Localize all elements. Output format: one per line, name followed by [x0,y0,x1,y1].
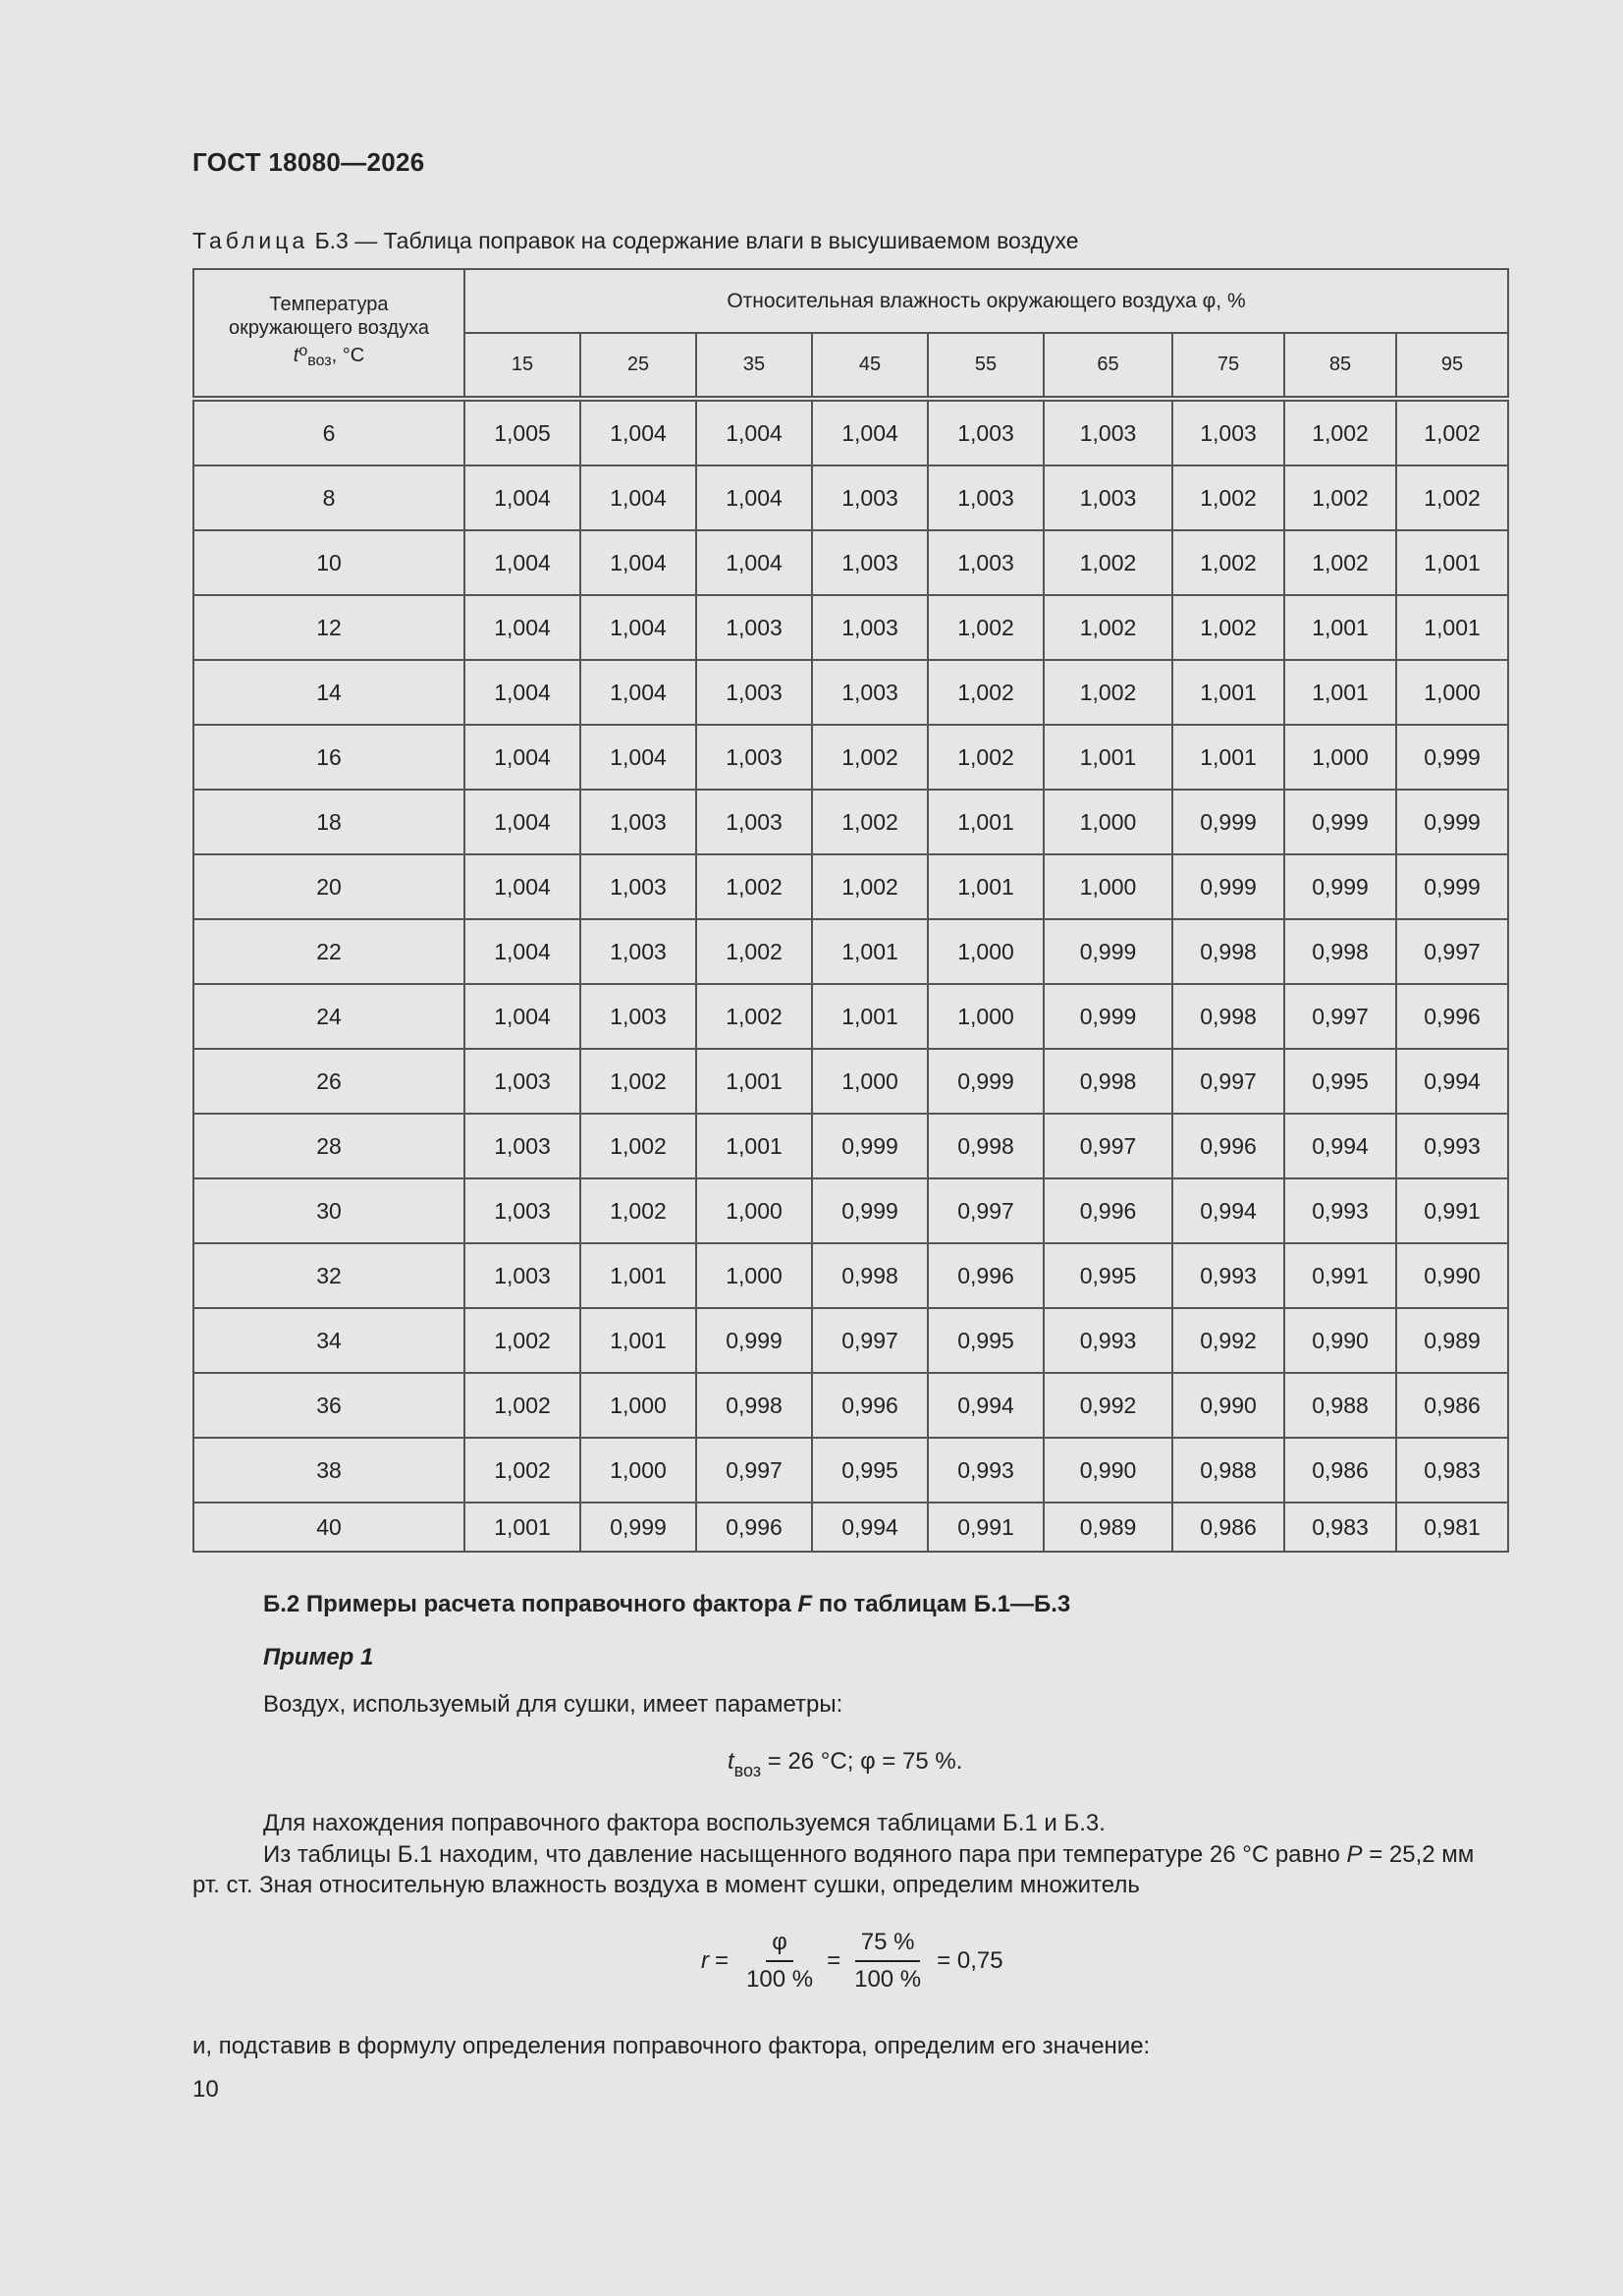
humidity-value-header: 45 [812,333,928,399]
table-row [193,725,1508,790]
correction-value-cell: 1,003 [464,1049,580,1114]
correction-value-cell: 1,002 [1172,595,1284,660]
humidity-value-header: 15 [464,333,580,399]
correction-value-cell: 1,003 [1044,399,1172,465]
correction-value-cell: 0,988 [1284,1373,1396,1438]
table-row [193,530,1508,595]
correction-value-cell: 1,000 [696,1243,812,1308]
temperature-cell: 8 [193,465,464,530]
eq1-sub: воз [733,1761,762,1780]
correction-value-cell: 1,004 [696,465,812,530]
correction-value-cell: 1,000 [1284,725,1396,790]
correction-value-cell: 1,001 [696,1049,812,1114]
correction-value-cell: 0,992 [1172,1308,1284,1373]
correction-value-cell: 0,983 [1396,1438,1508,1503]
paragraph-4: и, подставив в формулу определения поправочного фактора, определим его значение: [192,2033,1151,2059]
table-caption [192,228,1079,254]
correction-value-cell: 1,001 [1172,660,1284,725]
correction-value-cell: 1,002 [696,854,812,919]
correction-value-cell: 1,001 [1284,595,1396,660]
correction-value-cell: 1,002 [812,790,928,854]
correction-value-cell: 0,999 [696,1308,812,1373]
correction-value-cell: 1,003 [812,465,928,530]
correction-value-cell: 0,991 [1396,1178,1508,1243]
correction-value-cell: 1,003 [696,790,812,854]
correction-value-cell: 1,004 [696,399,812,465]
paragraph-2: Для нахождения поправочного фактора воспользуемся таблицами Б.1 и Б.3. [263,1810,1106,1836]
correction-value-cell: 1,001 [812,984,928,1049]
correction-value-cell: 1,002 [1172,465,1284,530]
correction-value-cell: 1,001 [580,1243,696,1308]
correction-value-cell: 1,004 [464,790,580,854]
correction-value-cell: 1,003 [1044,465,1172,530]
correction-value-cell: 0,997 [1284,984,1396,1049]
correction-value-cell: 1,001 [1396,595,1508,660]
correction-value-cell: 1,004 [464,854,580,919]
correction-value-cell: 1,002 [580,1049,696,1114]
correction-value-cell: 0,997 [928,1178,1044,1243]
correction-value-cell: 1,002 [464,1308,580,1373]
correction-value-cell: 1,004 [580,530,696,595]
fraction-1-denominator: 100 % [746,1966,814,1993]
paragraph-3-line-2: рт. ст. Зная относительную влажность воздуха в момент сушки, определим множитель [192,1872,1140,1898]
correction-value-cell: 0,997 [696,1438,812,1503]
correction-value-cell: 1,005 [464,399,580,465]
correction-value-cell: 1,002 [1396,465,1508,530]
section-title [263,1591,1070,1618]
correction-value-cell: 0,994 [812,1503,928,1552]
temperature-cell: 34 [193,1308,464,1373]
humidity-value-header: 75 [1172,333,1284,399]
correction-value-cell: 0,986 [1284,1438,1396,1503]
temperature-cell: 20 [193,854,464,919]
correction-value-cell: 1,001 [1284,660,1396,725]
correction-value-cell: 0,990 [1396,1243,1508,1308]
correction-value-cell: 1,002 [928,595,1044,660]
p3-line1-p: P [1346,1841,1363,1868]
correction-value-cell: 1,001 [1172,725,1284,790]
temperature-cell: 6 [193,399,464,465]
correction-value-cell: 0,997 [1396,919,1508,984]
correction-value-cell: 0,997 [1172,1049,1284,1114]
humidity-value-header: 95 [1396,333,1508,399]
correction-value-cell: 0,998 [1172,919,1284,984]
correction-value-cell: 1,000 [1044,790,1172,854]
correction-value-cell: 0,990 [1284,1308,1396,1373]
correction-value-cell: 0,995 [928,1308,1044,1373]
correction-value-cell: 1,001 [696,1114,812,1178]
correction-value-cell: 1,003 [696,660,812,725]
correction-value-cell: 0,998 [1044,1049,1172,1114]
correction-value-cell: 1,004 [580,399,696,465]
correction-value-cell: 1,000 [580,1373,696,1438]
correction-value-cell: 1,004 [580,660,696,725]
temperature-cell: 38 [193,1438,464,1503]
correction-value-cell: 0,996 [1172,1114,1284,1178]
correction-value-cell: 1,004 [464,660,580,725]
table-row [193,1114,1508,1178]
table-row [193,790,1508,854]
section-title-f: F [797,1591,813,1617]
correction-value-cell: 0,999 [1396,725,1508,790]
correction-value-cell: 1,000 [928,984,1044,1049]
temperature-cell: 18 [193,790,464,854]
correction-value-cell: 1,004 [580,465,696,530]
correction-value-cell: 1,002 [812,725,928,790]
correction-value-cell: 1,001 [812,919,928,984]
correction-value-cell: 0,999 [1172,790,1284,854]
correction-value-cell: 0,989 [1396,1308,1508,1373]
eq2-equals-2: = [827,1947,841,1974]
fraction-2 [848,1929,927,1994]
section-title-part-a: Б.2 Примеры расчета поправочного фактора [263,1591,798,1617]
corner-line-2: окружающего воздуха [229,317,429,339]
table-row [193,1438,1508,1503]
correction-value-cell: 0,996 [1396,984,1508,1049]
correction-value-cell: 1,003 [928,399,1044,465]
correction-value-cell: 1,004 [464,725,580,790]
correction-value-cell: 1,004 [464,530,580,595]
paragraph-1: Воздух, используемый для сушки, имеет параметры: [263,1691,843,1718]
correction-value-cell: 1,002 [696,984,812,1049]
eq2-result: = 0,75 [937,1947,1003,1974]
correction-value-cell: 0,992 [1044,1373,1172,1438]
correction-value-cell: 0,999 [812,1178,928,1243]
correction-value-cell: 1,000 [812,1049,928,1114]
table-row [193,984,1508,1049]
correction-value-cell: 0,990 [1044,1438,1172,1503]
table-row [193,1308,1508,1373]
corner-sup: o [298,343,308,359]
correction-value-cell: 1,003 [464,1178,580,1243]
correction-value-cell: 1,004 [812,399,928,465]
correction-value-cell: 1,003 [928,465,1044,530]
correction-value-cell: 0,993 [928,1438,1044,1503]
example-title: Пример 1 [263,1644,374,1670]
correction-value-cell: 1,002 [1284,465,1396,530]
humidity-value-header: 35 [696,333,812,399]
correction-value-cell: 0,999 [1044,984,1172,1049]
correction-value-cell: 0,995 [1284,1049,1396,1114]
fraction-1-numerator: φ [766,1929,793,1962]
table-caption-text: Б.3 — Таблица поправок на содержание влаги в высушиваемом воздухе [314,228,1079,253]
correction-value-cell: 0,994 [1172,1178,1284,1243]
correction-value-cell: 1,003 [812,530,928,595]
correction-value-cell: 1,003 [812,660,928,725]
correction-value-cell: 1,003 [464,1243,580,1308]
correction-value-cell: 1,001 [1396,530,1508,595]
table-caption-prefix: Таблица [192,228,309,253]
correction-value-cell: 0,994 [1284,1114,1396,1178]
equation-1 [728,1748,962,1781]
correction-value-cell: 1,001 [580,1308,696,1373]
corner-symbol: t [293,345,299,366]
humidity-group-header: Относительная влажность окружающего воздуха φ, % [464,269,1508,333]
correction-value-cell: 1,002 [1044,595,1172,660]
correction-value-cell: 0,991 [928,1503,1044,1552]
correction-value-cell: 1,002 [928,660,1044,725]
correction-value-cell: 1,001 [928,790,1044,854]
correction-value-cell: 1,002 [928,725,1044,790]
correction-value-cell: 1,002 [1044,660,1172,725]
temperature-cell: 14 [193,660,464,725]
correction-value-cell: 1,003 [580,984,696,1049]
correction-value-cell: 1,002 [580,1114,696,1178]
paragraph-3-line-1 [263,1841,1474,1869]
correction-value-cell: 0,993 [1396,1114,1508,1178]
correction-value-cell: 1,002 [1284,530,1396,595]
correction-value-cell: 1,003 [1172,399,1284,465]
correction-value-cell: 1,004 [464,595,580,660]
table-row [193,1178,1508,1243]
correction-value-cell: 0,997 [812,1308,928,1373]
correction-value-cell: 1,001 [464,1503,580,1552]
temperature-cell: 22 [193,919,464,984]
correction-value-cell: 1,003 [464,1114,580,1178]
correction-value-cell: 0,981 [1396,1503,1508,1552]
correction-value-cell: 0,994 [1396,1049,1508,1114]
table-row [193,1243,1508,1308]
correction-value-cell: 0,996 [1044,1178,1172,1243]
correction-value-cell: 1,002 [464,1438,580,1503]
correction-value-cell: 1,003 [928,530,1044,595]
table-row [193,1503,1508,1552]
correction-value-cell: 1,002 [1172,530,1284,595]
correction-value-cell: 1,003 [580,790,696,854]
correction-value-cell: 0,998 [812,1243,928,1308]
correction-value-cell: 1,001 [928,854,1044,919]
correction-value-cell: 0,994 [928,1373,1044,1438]
correction-value-cell: 0,999 [928,1049,1044,1114]
fraction-2-numerator: 75 % [855,1929,921,1962]
correction-value-cell: 1,000 [1044,854,1172,919]
correction-value-cell: 1,003 [696,595,812,660]
corner-sub: воз [307,353,332,369]
temperature-cell: 36 [193,1373,464,1438]
correction-value-cell: 0,999 [1284,854,1396,919]
humidity-value-header: 55 [928,333,1044,399]
correction-value-cell: 1,004 [464,465,580,530]
correction-value-cell: 0,986 [1396,1373,1508,1438]
eq1-t: t [728,1748,734,1775]
section-title-part-b: по таблицам Б.1—Б.3 [812,1591,1071,1617]
correction-value-cell: 1,002 [580,1178,696,1243]
correction-value-cell: 0,998 [696,1373,812,1438]
corner-line-1: Температура [269,294,389,315]
correction-value-cell: 1,004 [464,919,580,984]
correction-value-cell: 0,998 [1284,919,1396,984]
temperature-cell: 32 [193,1243,464,1308]
correction-value-cell: 0,998 [928,1114,1044,1178]
correction-value-cell: 0,999 [1396,854,1508,919]
correction-value-cell: 1,002 [696,919,812,984]
correction-value-cell: 1,002 [1284,399,1396,465]
table-row [193,1049,1508,1114]
correction-value-cell: 1,003 [812,595,928,660]
correction-value-cell: 0,983 [1284,1503,1396,1552]
correction-value-cell: 0,986 [1172,1503,1284,1552]
correction-value-cell: 0,996 [696,1503,812,1552]
eq2-equals-1: = [715,1947,730,1974]
correction-value-cell: 0,997 [1044,1114,1172,1178]
table-row [193,854,1508,919]
temperature-cell: 12 [193,595,464,660]
table-row [193,660,1508,725]
p3-line1-a: Из таблицы Б.1 находим, что давление насыщенного водяного пара при температуре 26 °С равно [263,1841,1347,1868]
correction-value-cell: 0,993 [1172,1243,1284,1308]
correction-value-cell: 0,993 [1284,1178,1396,1243]
correction-value-cell: 0,999 [1172,854,1284,919]
correction-value-cell: 1,004 [580,595,696,660]
corner-line-3 [194,340,463,373]
correction-value-cell: 1,003 [580,919,696,984]
correction-value-cell: 0,996 [812,1373,928,1438]
document-header: ГОСТ 18080—2026 [192,147,425,177]
correction-value-cell: 1,003 [580,854,696,919]
humidity-value-header: 25 [580,333,696,399]
table-row [193,399,1508,465]
correction-value-cell: 0,998 [1172,984,1284,1049]
fraction-2-denominator: 100 % [854,1966,922,1993]
correction-value-cell: 1,000 [928,919,1044,984]
temperature-cell: 26 [193,1049,464,1114]
correction-value-cell: 0,996 [928,1243,1044,1308]
correction-value-cell: 1,001 [1044,725,1172,790]
correction-value-cell: 0,999 [812,1114,928,1178]
fraction-1 [740,1929,819,1994]
correction-value-cell: 1,004 [464,984,580,1049]
correction-value-cell: 0,995 [1044,1243,1172,1308]
correction-value-cell: 1,002 [1044,530,1172,595]
correction-value-cell: 1,004 [580,725,696,790]
correction-value-cell: 0,999 [580,1503,696,1552]
correction-value-cell: 1,003 [696,725,812,790]
correction-value-cell: 0,999 [1044,919,1172,984]
correction-value-cell: 0,991 [1284,1243,1396,1308]
correction-value-cell: 0,988 [1172,1438,1284,1503]
correction-value-cell: 0,995 [812,1438,928,1503]
correction-value-cell: 1,000 [1396,660,1508,725]
table-row [193,1373,1508,1438]
table-row [193,919,1508,984]
correction-value-cell: 0,989 [1044,1503,1172,1552]
correction-value-cell: 1,002 [812,854,928,919]
correction-value-cell: 1,002 [464,1373,580,1438]
humidity-value-header: 85 [1284,333,1396,399]
correction-value-cell: 0,993 [1044,1308,1172,1373]
eq2-r: r [701,1947,709,1974]
correction-value-cell: 1,002 [1396,399,1508,465]
correction-table [192,268,1509,1553]
page-number: 10 [192,2076,219,2103]
eq1-rest: = 26 °С; φ = 75 %. [761,1748,963,1775]
p3-line1-b: = 25,2 мм [1362,1841,1475,1868]
temperature-cell: 40 [193,1503,464,1552]
correction-value-cell: 1,000 [580,1438,696,1503]
corner-unit: , °С [331,345,365,366]
correction-value-cell: 0,990 [1172,1373,1284,1438]
table-row [193,595,1508,660]
table-body [193,399,1508,1552]
correction-value-cell: 1,000 [696,1178,812,1243]
equation-2 [701,1929,1003,1994]
temperature-cell: 10 [193,530,464,595]
temperature-column-header [193,269,464,399]
temperature-cell: 16 [193,725,464,790]
temperature-cell: 28 [193,1114,464,1178]
temperature-cell: 30 [193,1178,464,1243]
correction-value-cell: 0,999 [1284,790,1396,854]
correction-value-cell: 1,004 [696,530,812,595]
temperature-cell: 24 [193,984,464,1049]
table-row [193,465,1508,530]
correction-value-cell: 0,999 [1396,790,1508,854]
humidity-value-header: 65 [1044,333,1172,399]
